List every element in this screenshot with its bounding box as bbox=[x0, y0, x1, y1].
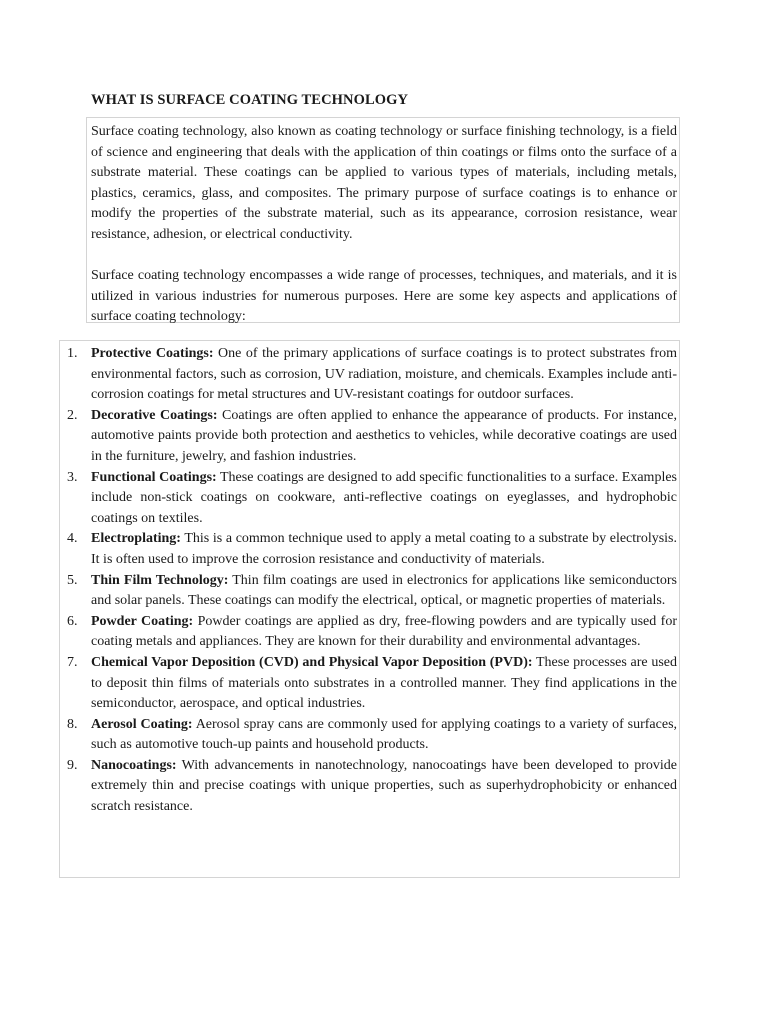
list-item-number: 8. bbox=[67, 716, 78, 732]
list-item-term: Decorative Coatings: bbox=[91, 407, 218, 423]
list-item-number: 1. bbox=[67, 346, 78, 361]
list-item-text: These processes are used to deposit thin films of materials onto substrates in a controlled manner. They find applications in the semiconductor, aerospace, and optical industries. bbox=[91, 654, 677, 712]
list-item-text: One of the primary applications of surface coatings is to protect substrates from environmental factors, such as corrosion, UV radiation, moisture, and chemicals. Examples include anti-corrosion coatings for metal structures and UV-resistant coatings for outdoor surfaces. bbox=[91, 346, 677, 403]
intro-box bbox=[86, 117, 680, 323]
list-item-number: 4. bbox=[67, 531, 78, 547]
list-item bbox=[60, 571, 677, 612]
list-item-text: Aerosol spray cans are commonly used for applying coatings to a variety of surfaces, such as automotive touch-up paints and household products. bbox=[91, 716, 678, 753]
list-item bbox=[60, 344, 677, 406]
list-item bbox=[60, 406, 677, 468]
list-item bbox=[60, 529, 677, 570]
applications-list-box bbox=[59, 340, 680, 878]
list-item bbox=[60, 612, 677, 653]
list-item-number: 7. bbox=[67, 654, 78, 670]
list-item-text: These coatings are designed to add specific functionalities to a surface. Examples include non-stick coatings on cookware, anti-reflective coatings on eyeglasses, and hydrophobic coatings on textiles. bbox=[91, 469, 678, 526]
list-item-number: 5. bbox=[67, 572, 78, 588]
list-item-term: Nanocoatings: bbox=[91, 757, 177, 773]
list-item-term: Protective Coatings: bbox=[91, 346, 214, 361]
list-item-term: Powder Coating: bbox=[91, 613, 194, 629]
list-item-term: Electroplating: bbox=[91, 531, 181, 547]
list-item-term: Functional Coatings: bbox=[91, 469, 217, 485]
list-item-text: With advancements in nanotechnology, nanocoatings have been developed to provide extremely thin and precise coatings with unique properties, such as superhydrophobicity or enhanced scratch resistance. bbox=[91, 757, 677, 815]
list-item-text: Coatings are often applied to enhance the appearance of products. For instance, automotive paints provide both protection and aesthetics to vehicles, while decorative coatings are used in the furniture, jewelry, and fashion industries. bbox=[91, 407, 677, 464]
list-item bbox=[60, 653, 677, 715]
list-item bbox=[60, 468, 677, 530]
list-item bbox=[60, 756, 677, 818]
list-item bbox=[60, 715, 677, 756]
page-title: WHAT IS SURFACE COATING TECHNOLOGY bbox=[91, 92, 409, 108]
list-item-number: 6. bbox=[67, 613, 78, 629]
list-item-term: Chemical Vapor Deposition (CVD) and Physical Vapor Deposition (PVD): bbox=[91, 654, 533, 670]
intro-paragraph: Surface coating technology encompasses a wide range of processes, techniques, and materials, and it is utilized in various industries for numerous purposes. Here are some key aspects and applications of surface coating technology: bbox=[91, 268, 677, 325]
list-item-text: This is a common technique used to apply a metal coating to a substrate by electrolysis. It is often used to improve the corrosion resistance and conductivity of materials. bbox=[91, 531, 677, 567]
list-item-number: 3. bbox=[67, 469, 78, 485]
applications-list bbox=[60, 344, 677, 818]
list-item-number: 9. bbox=[67, 757, 78, 773]
list-item-term: Aerosol Coating: bbox=[91, 716, 193, 732]
intro-paragraph: Surface coating technology, also known as coating technology or surface finishing technology, is a field of science and engineering that deals with the application of thin coatings or films onto the surface of a substrate material. These coatings can be applied to various types of materials, including metals, plastics, ceramics, glass, and composites. The primary purpose of surface coatings is to enhance or modify the properties of the substrate material, such as its appearance, corrosion resistance, wear resistance, adhesion, or electrical conductivity. bbox=[91, 124, 677, 242]
list-item-number: 2. bbox=[67, 407, 78, 423]
list-item-text: Thin film coatings are used in electronics for applications like semiconductors and solar panels. These coatings can modify the electrical, optical, or magnetic properties of materials. bbox=[91, 572, 677, 609]
list-item-term: Thin Film Technology: bbox=[91, 572, 229, 588]
list-item-text: Powder coatings are applied as dry, free-flowing powders and are typically used for coating metals and appliances. They are known for their durability and environmental advantages. bbox=[91, 613, 678, 650]
